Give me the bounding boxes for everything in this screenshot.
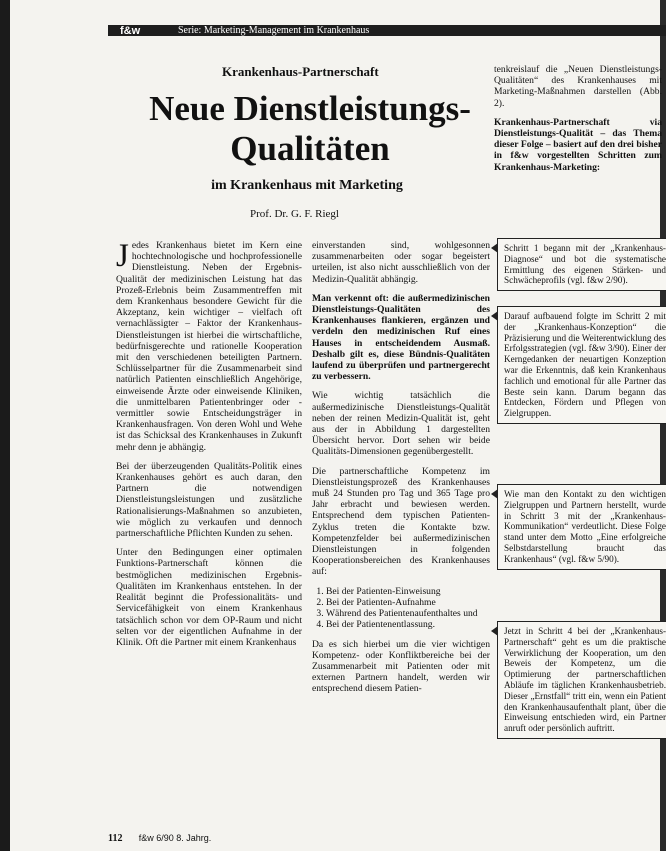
paragraph: Die partnerschaftliche Kompetenz im Dienstleistungsprozeß des Krankenhauses muß 24 Stunden pro Tag und 365 Tage pro Jahr erbracht und bewiesen werden. Entsprechend dem typischen Patienten-Zyklus treten die Kontakte bzw. Kompetenzfelder bei außermedizinischen Dienstleistungen in folgenden Kooperationsbereichen des Krankenhauses auf: (312, 465, 490, 578)
step-box-text: Darauf aufbauend folgte im Schritt 2 mit der „Krankenhaus-Konzeption“ die Präzisierung und die Weiterentwicklung des Erfolgsstrategien (vgl. f&w 3/90). Einer der Kerngedanken der neuartigen Konzeption war die Erkenntnis, daß kein Krankenhaus fachlich und emotional für alle Partner das Beste sein kann. Darum begann das Entdecken, Fördern und Pflegen von Zielgruppen. (504, 311, 666, 419)
paragraph: einverstanden sind, wohlgesonnen zusammenarbeiten oder sogar begeistert urteilen, ist also nicht ausschließlich von der Medizin-Qualität abhängig. (312, 240, 490, 285)
headline-line-1: Neue Dienstleistungs- (149, 89, 471, 128)
paragraph: tenkreislauf die „Neuen Dienstleistungs-Qualitäten“ des Krankenhauses mit Marketing-Maßnahmen darstellen (Abb. 2). (494, 64, 662, 109)
step-box-text: Jetzt in Schritt 4 bei der „Krankenhaus-Partnerschaft“ geht es um die praktische Verwirklichung der Kooperation, um den Beweis der Kompetenz, um die Optimierung der partnerschaftlichen Abläufe im täglichen Krankenhausbetrieb. Dieser „Ernstfall“ tritt ein, wenn ein Patient den Krankenhausaufenthalt plant, über die Einweisung entschieden wird, ein Partner anruft oder persönlich auftritt. (504, 626, 666, 734)
page-footer (108, 833, 211, 844)
article-kicker: Krankenhaus-Partnerschaft (222, 64, 379, 79)
arrow-icon (491, 626, 498, 636)
article-author: Prof. Dr. G. F. Riegl (250, 208, 339, 220)
arrow-icon (491, 311, 498, 321)
step-box-text: Wie man den Kontakt zu den wichtigen Zielgruppen und Partnern herstellt, wurde in Schritt 3 mit der „Krankenhaus-Kommunikation“ verdeutlicht. Diese Folge stand unter dem Motto „Eine erfolgreiche Selbstdarstellung braucht das Krankenhaus“ (vgl. f&w 5/90). (504, 489, 666, 564)
list-item: 3. Während des Patientenaufenthaltes und (326, 608, 490, 619)
step-box-3 (497, 484, 666, 570)
text-column-3 (494, 64, 662, 181)
page-number: 112 (108, 833, 123, 844)
paragraph: Wie wichtig tatsächlich die außermedizinische Dienstleistungs-Qualität neben der reinen Medizin-Qualität ist, geht aus der in Abbildung 1 dargestellten Übersicht hervor. Dort sehen wir beide Qualitäts-Dimensionen gegenübergestellt. (312, 390, 490, 458)
paragraph: Bei der überzeugenden Qualitäts-Politik eines Krankenhauses gehört es auch daran, den Partnern die notwendigen Dienstleistungsleistungen und zusätzliche Rationalisierungs-Maßnahmen so anzubieten, wie möglich zu verkaufen und dennoch partnerschaftliche Pflichten Kunden zu sehen. (116, 460, 302, 540)
text-column-1 (116, 240, 302, 656)
drop-cap: J (116, 238, 129, 274)
scan-edge-left (0, 0, 10, 851)
arrow-icon (491, 489, 498, 499)
step-box-1 (497, 238, 666, 291)
footer-source: f&w 6/90 8. Jahrg. (138, 833, 212, 843)
arrow-icon (491, 243, 498, 253)
step-box-4 (497, 621, 666, 739)
paragraph: Da es sich hierbei um die vier wichtigen Kompetenz- oder Konfliktbereiche bei der Zusammenarbeit mit Patienten oder mit externen Partnern handelt, werden wir entsprechend diesem Patien- (312, 638, 490, 695)
article-headline (130, 89, 490, 169)
article-subhead: im Krankenhaus mit Marketing (211, 178, 403, 193)
series-title: Serie: Marketing-Management im Krankenhaus (178, 25, 370, 36)
paragraph: Unter den Bedingungen einer optimalen Funktions-Partnerschaft können die bestmöglichen medizinischen Ergebnis-Qualitäten im Krankenhaus entstehen. In der Realität beginnt die Professionalitäts- und Servicefähigkeit von einem Krankenhaus tatsächlich schon vor dem OP-Raum und nicht selten vor der eigentlichen Aufnahme in der Klinik. Oft die Partner mit einem Krankenhaus (116, 547, 302, 648)
paragraph-text: edes Krankenhaus bietet im Kern eine hochtechnologische und hochprofessionelle Dienstleistung. Neben der Ergebnis-Qualität der medizinischen Leistung hat das Prozeß-Erlebnis beim Zusammentreffen mit dem Krankenhaus besondere Gewicht für die Akzeptanz, kein wichtiger – vielfach oft vernachlässigter – Faktor der Krankenhaus-Dienstleistungen ist hierbei die wirtschaftliche, bedürfnisgerechte und rationelle Kooperation mit den verschiedenen beteiligten Partnern. Schlüsselpartner für die Zusammenarbeit sind natürlich Patienten einschließlich Angehörige, einweisende Ärzte oder einweisende Kliniken, die unmittelbaren Patientenbringer oder -vermittler sowie Entscheidungsträger in Krankenhausfragen. Von deren Wohl und Wehe ist das Schicksal des Krankenhauses in Zukunft mehr denn je abhängig. (116, 240, 302, 453)
step-box-text: Schritt 1 begann mit der „Krankenhaus-Diagnose“ und bot die systematische Ermittlung des eigenen Stärken- und Schwächeprofils (vgl. f&w 2/90). (504, 243, 666, 286)
list-item: 2. Bei der Patienten-Aufnahme (326, 597, 490, 608)
contact-list (312, 586, 490, 631)
text-column-2 (312, 240, 490, 703)
bold-paragraph: Krankenhaus-Partnerschaft via Dienstleistungs-Qualität – das Thema dieser Folge – basiert auf den drei bisher in f&w vorgestellten Schritten zum Krankenhaus-Marketing: (494, 116, 662, 173)
list-item: 1. Bei der Patienten-Einweisung (326, 586, 490, 597)
headline-line-2: Qualitäten (230, 129, 390, 168)
step-box-2 (497, 306, 666, 424)
logo: f&w (120, 25, 141, 37)
list-item: 4. Bei der Patientenentlassung. (326, 619, 490, 630)
paragraph (116, 240, 302, 453)
bold-paragraph: Man verkennt oft: die außermedizinischen Dienstleistungs-Qualitäten des Krankenhauses flankieren, ergänzen und verdeln den medizinischen Ruf eines Hauses in entscheidendem Ausmaß. Deshalb gilt es, diese Bündnis-Qualitäten laufend zu überprüfen und partnergerecht zu verbessern. (312, 292, 490, 383)
